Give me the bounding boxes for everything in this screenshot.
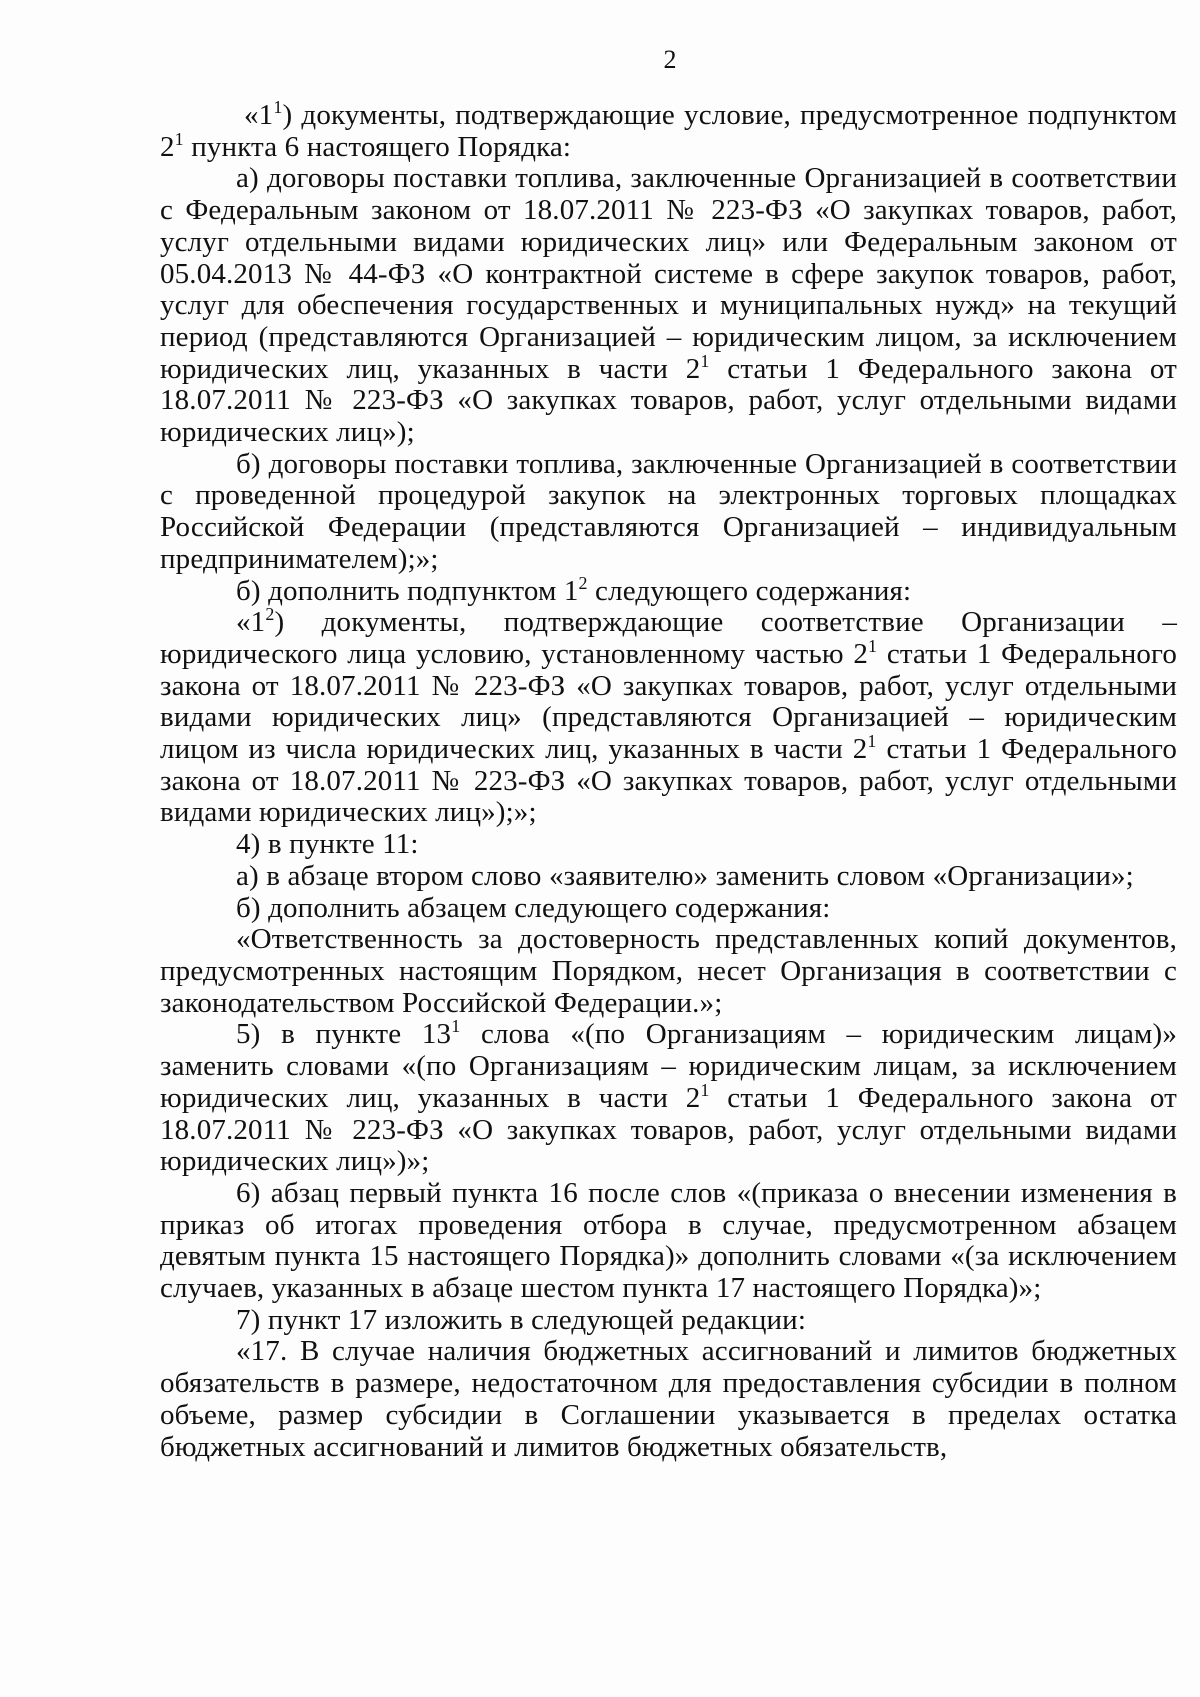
paragraph-item-17: «17. В случае наличия бюджетных ассигнований и лимитов бюджетных обязательств в размере, недостаточном для предоставления субсидии в полном объеме, размер субсидии в Соглашении указывается в пределах остатка бюджетных ассигнований и лимитов бюджетных обязательств,: [160, 1335, 1177, 1463]
paragraph-item-b: б) договоры поставки топлива, заключенные Организацией в соответствии с проведенной процедурой закупок на электронных торговых площадках Российской Федерации (представляются Организацией – индивидуальным предпринимателем);»;: [160, 447, 1177, 575]
paragraph-item-6: 6) абзац первый пункта 16 после слов «(приказа о внесении изменения в приказ об итогах проведения отбора в случае, предусмотренном абзацем девятым пункта 15 настоящего Порядка)» дополнить словами «(за исключением случаев, указанных в абзаце шестом пункта 17 настоящего Порядка)»;: [160, 1176, 1177, 1305]
paragraph-item-a: а) договоры поставки топлива, заключенные Организацией в соответствии с Федеральным законом от 18.07.2011 № 223-ФЗ «О закупках товаров, работ, услуг отдельными видами юридических лиц» или Федеральным законом от 05.04.2013 № 44-ФЗ «О контрактной системе в сфере закупок товаров, работ, услуг для обеспечения государственных и муниципальных нужд» на текущий период (представляются Организацией – юридическим лицом, за исключением юридических лиц, указанных в части $2^1$ статьи 1 Федерального закона от 18.07.2011 № 223-ФЗ «О закупках товаров, работ, услуг отдельными видами юридических лиц»);: [160, 162, 1177, 449]
paragraph-item-7: 7) пункт 17 изложить в следующей редакции:: [236, 1303, 807, 1336]
paragraph-item-4: 4) в пункте 11:: [236, 828, 419, 861]
paragraph-item-5: 5) в пункте $13^1$ слова «(по Организациям – юридическим лицам)» заменить словами «(по Организациям – юридическим лицам, за исключением юридических лиц, указанных в части $2^1$ статьи 1 Федерального закона от 18.07.2011 № 223-ФЗ «О закупках товаров, работ, услуг отдельными видами юридических лиц»)»;: [160, 1016, 1177, 1178]
document-body: [160, 97, 1178, 1463]
paragraph-add-subitem-1-2: б) дополнить подпунктом $1^2$ следующего содержания:: [236, 572, 912, 607]
paragraph-subitem-1-1: «$1^1$) документы, подтверждающие условие, предусмотренное подпунктом $2^1$ пункта 6 настоящего Порядка:: [160, 97, 1177, 163]
paragraph-responsibility: «Ответственность за достоверность представленных копий документов, предусмотренных настоящим Порядком, несет Организация в соответствии с законодательством Российской Федерации.»;: [160, 923, 1177, 1019]
page-number: 2: [663, 45, 677, 74]
paragraph-item-4-b: б) дополнить абзацем следующего содержания:: [236, 891, 831, 924]
paragraph-subitem-1-2: «$1^2$) документы, подтверждающие соответствие Организации – юридического лица условию, установленному частью $2^1$ статьи 1 Федерального закона от 18.07.2011 № 223-ФЗ «О закупках товаров, работ, услуг отдельными видами юридических лиц» (представляются Организацией – юридическим лицом из числа юридических лиц, указанных в части $2^1$ статьи 1 Федерального закона от 18.07.2011 № 223-ФЗ «О закупках товаров, работ, услуг отдельными видами юридических лиц»);»;: [160, 604, 1178, 829]
paragraph-item-4-a: а) в абзаце втором слово «заявителю» заменить словом «Организации»;: [236, 859, 1134, 892]
